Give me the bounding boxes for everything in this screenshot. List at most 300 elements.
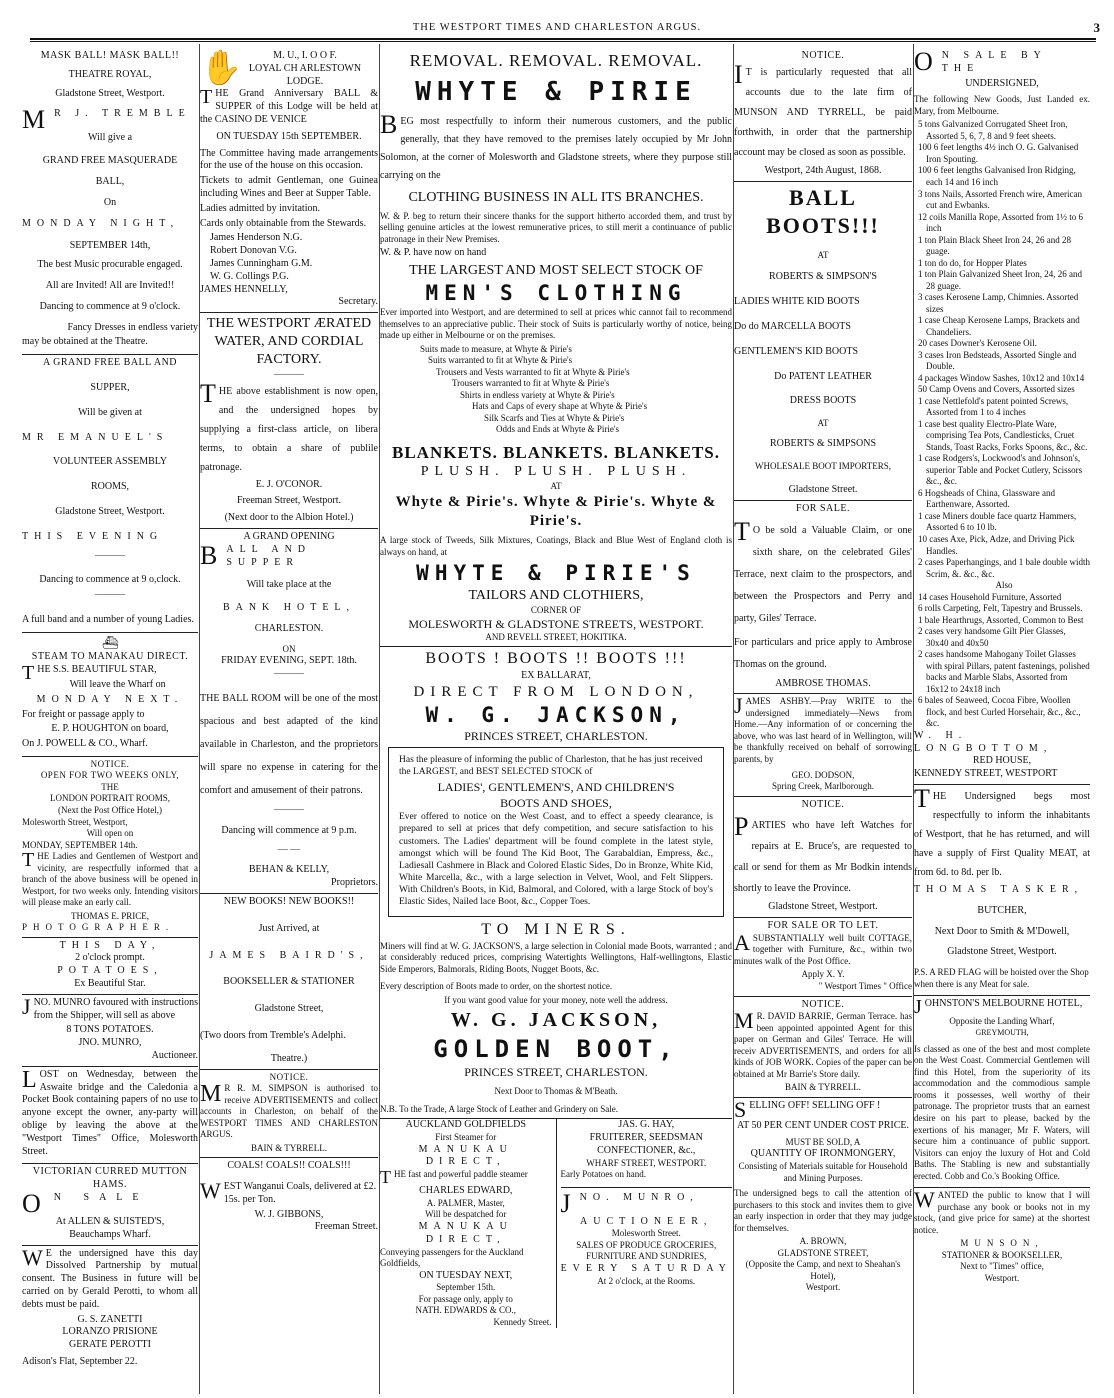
text: At 2 o'clock, at the Rooms. bbox=[597, 1275, 696, 1286]
event-title: GRAND FREE MASQUERADE bbox=[42, 155, 178, 167]
divider: ——— bbox=[274, 668, 304, 680]
ad-heading: VICTORIAN CURRED MUTTON HAMS. bbox=[32, 1166, 188, 1191]
ad-munson-notice: NOTICE. I T is particularly requested that all accounts due to the late firm of MUNSON AND TYRRELL, be paid forthwith, in order that the partnership account may be closed as soon as possible. Westport, 24th August, 1868. bbox=[734, 48, 912, 182]
divider: — — bbox=[277, 843, 301, 855]
text: GREYMOUTH, bbox=[975, 1027, 1029, 1037]
ad-watches: NOTICE. PARTIES who have left Watches for repairs at E. Bruce's, are requested to call or send for them as Mr Bodkin intends shortly to leave the Province. Gladstone Street, Westport. bbox=[734, 797, 912, 919]
column-3 bbox=[380, 48, 732, 1393]
text: WATER, AND CORDIAL bbox=[214, 334, 364, 350]
text: LOYAL CH ARLESTOWN bbox=[248, 62, 362, 74]
address: Beauchamps Wharf. bbox=[69, 1228, 151, 1240]
text: GOLDEN BOOT, bbox=[433, 1035, 679, 1064]
ad-heading: BALL BOOTS!!! bbox=[766, 184, 880, 238]
list-item: LADIES WHITE KID BOOTS bbox=[734, 296, 860, 308]
list-item: Trousers and Vests warranted to fit at Whyte & Pirie's bbox=[436, 366, 630, 377]
text: Ladies admitted by invitation. bbox=[200, 202, 320, 214]
text: " Westport Times " Office bbox=[818, 981, 912, 991]
text: EX BALLARAT, bbox=[521, 669, 591, 681]
ad-heading: STEAM TO MANAKAU DIRECT. bbox=[31, 651, 189, 663]
list-item: Trousers warranted to fit at Whyte & Pirie's bbox=[452, 378, 610, 389]
text: AUCTIONEER, bbox=[580, 1215, 713, 1227]
ad-jackson-boots bbox=[380, 647, 732, 1119]
text: AT bbox=[817, 418, 829, 429]
ad-coals: COALS! COALS!! COALS!!! WEST Wanganui Coals, delivered at £2. 15s. per Ton. W. J. GIBBONS, Freeman Street. bbox=[200, 1160, 378, 1233]
ad-heading: AUCKLAND GOLDFIELDS bbox=[405, 1119, 526, 1131]
ad-potatoes bbox=[22, 938, 198, 995]
ad-whyte-pirie-removal: REMOVAL. REMOVAL. REMOVAL. WHYTE & PIRIE BEG most respectfully to inform their numerous customers, and the public generally, that they have removed to the premises lately occupied by Mr John Solomon, at the corner of Molesworth and Gladstone streets, where they purpose still carrying on the CLOTHING BUSINESS IN ALL ITS BRANCHES. W. & P. beg to return their sincere thanks for the support hitherto accorded them, and trust by selling genuine articles at the lowest remunerative prices, to still merit a continuance of public patronage in their New Premises. W. & P. have now on hand THE LARGEST AND MOST SELECT STOCK OF MEN'S CLOTHING Ever imported into Westport, and are determined to sell at prices whic cannot fail to recommend themselves to an appreciative public. Their stock of Suits is particularly worthy of notice, being made up either in Melbourne or on the premises. Suits made to measure, at Whyte & Pirie's Suits warranted to fit at Whyte & Pirie's Trousers and Vests warranted to fit at Whyte & Pirie's Trousers warranted to fit at Whyte & Pirie's Shirts in endless variety at Whyte & Pirie's Hats and Caps of every shape at Whyte & Pirie's Silk Scarfs and Ties at Whyte & Pirie's Odds and Ends at Whyte & Pirie's BLANKETS. BLANKETS. BLANKETS. PLUSH. PLUSH. PLUSH. AT Whyte & Pirie's. Whyte & Pirie's. Whyte & Pirie's. A large stock of Tweeds, Silk Mixtures, Coatings, Black and Blue West of England cloth is always on hand, at WHYTE & PIRIE'S TAILORS AND CLOTHIERS, CORNER OF MOLESWORTH & GLADSTONE STREETS, WESTPORT. AND REVELL STREET, HOKITIKA. bbox=[380, 48, 732, 647]
ad-heading: OHNSTON'S MELBOURNE HOTEL, bbox=[924, 998, 1083, 1010]
list-item: 20 cases Downer's Kerosene Oil. bbox=[918, 338, 1037, 349]
list-item: Odds and Ends at Whyte & Pirie's bbox=[496, 424, 619, 435]
text: VOLUNTEER ASSEMBLY bbox=[52, 456, 168, 468]
text: BANK HOTEL, bbox=[222, 602, 356, 614]
list-item: Also bbox=[995, 580, 1013, 591]
list-item: 14 cases Household Furniture, Assorted bbox=[918, 591, 1062, 602]
address: WHARF STREET, WESTPORT. bbox=[586, 1157, 707, 1168]
list-item: 1 case best quality Electro-Plate Ware, comprising Tea Pots, Candlesticks, Cruet Stands, Toast Racks, Forks Spoons, &c., &c. bbox=[918, 418, 1088, 452]
text: SUPPER, bbox=[90, 381, 130, 393]
text: QUANTITY OF IRONMONGERY, bbox=[750, 1148, 896, 1160]
text: UNDERSIGNED, bbox=[965, 77, 1039, 89]
divider: ——— bbox=[274, 368, 304, 380]
ad-auckland-goldfields: AUCKLAND GOLDFIELDS First Steamer for MANUKAU DIRECT, THE fast and powerful paddle steamer CHARLES EDWARD, A. PALMER, Master, Will be despatched for MANUKAU DIRECT, Conveying passengers for the Auckland Goldfields, ON TUESDAY NEXT, September 15th. For passage only, apply to NATH. EDWARDS & CO., Kennedy Street. bbox=[380, 1119, 557, 1328]
firm-name: W. G. JACKSON, bbox=[450, 1009, 662, 1032]
ad-body: HE fast and powerful paddle steamer bbox=[394, 1169, 528, 1180]
ad-heading: NOTICE. bbox=[90, 758, 130, 769]
text: JAMES BAIRD'S, bbox=[209, 949, 369, 961]
ad-free-ball bbox=[22, 355, 198, 633]
text: Auctioneer. bbox=[151, 1050, 198, 1062]
text: E. P. HOUGHTON on board, bbox=[51, 723, 169, 735]
divider: ——— bbox=[95, 589, 125, 601]
firm-name: ROBERTS & SIMPSONS bbox=[769, 437, 877, 449]
address: AND REVELL STREET, HOKITIKA. bbox=[485, 631, 627, 642]
text: 8 TONS POTATOES. bbox=[66, 1024, 154, 1036]
text: EVERY SATURDAY bbox=[560, 1262, 732, 1274]
text: (Next door to the Albion Hotel.) bbox=[224, 512, 354, 524]
ad-notice-simpson: NOTICE. M R R. M. SIMPSON is authorised to receive ADVERTISEMENTS and collect accounts in Charleston, on behalf of the WESTPORT TIMES AND CHARLESTON ARGUS. BAIN & TYRRELL. bbox=[200, 1070, 378, 1159]
address: Gladstone Street, Westport. bbox=[55, 505, 165, 517]
list-item: 2 cases Paperhangings, and 1 bale double width Scrim, &. &c., &c. bbox=[918, 557, 1090, 579]
ad-munson-books: WANTED the public to know that I will purchase any book or books not in my stock, (and give price for same) at the shortest notice. MUNSON, STATIONER & BOOKSELLER, Next to "Times" office, Westport. bbox=[914, 1187, 1090, 1283]
list-item: 6 Hogsheads of China, Glassware and Earthenware, Assorted. bbox=[918, 487, 1055, 510]
text: For particulars and price apply to Ambrose Thomas on the ground. bbox=[734, 636, 912, 670]
text: MONDAY NEXT. bbox=[36, 693, 184, 705]
ad-body: ARTIES who have left Watches for repairs at E. Bruce's, are requested to call or send for them as Mr Bodkin intends shortly to leave the Province. bbox=[734, 820, 912, 895]
text: TO MINERS. bbox=[481, 921, 631, 939]
ad-heading: ELLING OFF! SELLING OFF ! bbox=[749, 1099, 881, 1111]
text: Proprietors. bbox=[331, 877, 378, 889]
text: Will be given at bbox=[78, 406, 142, 418]
ad-body: HE above establishment is now open, and the undersigned hopes by supplying a first-class article, on libera terms, to obtain a share of publile patronage. bbox=[200, 385, 378, 473]
text: CLOTHING BUSINESS IN ALL ITS BRANCHES. bbox=[408, 190, 704, 206]
text: Next to "Times" office, bbox=[960, 1261, 1044, 1272]
address: Gladstone Street, Westport. bbox=[55, 87, 165, 99]
text: ON bbox=[282, 643, 296, 654]
text: LADIES', GENTLEMEN'S, AND CHILDREN'S bbox=[437, 780, 675, 795]
address: Molesworth Street, Westport, bbox=[22, 816, 128, 827]
event-day: MONDAY NIGHT, bbox=[22, 217, 180, 229]
address: Molesworth Street. bbox=[611, 1228, 681, 1239]
text: The following New Goods, Just Landed ex. Mary, from Melbourne. bbox=[914, 94, 1090, 116]
ad-body: AMES ASHBY.—Pray WRITE to the undersigned immediately—News from Home.—Any information of or concerning the above, who was last heard of in Wellington, will be thankfully received on behalf of sorrowing parents, by bbox=[734, 696, 912, 764]
text: Conveying passengers for the Auckland Goldfields, bbox=[380, 1246, 524, 1269]
text: N.B. To the Trade, A large Stock of Leather and Grindery on Sale. bbox=[380, 1103, 618, 1114]
text: MUST BE SOLD, A bbox=[785, 1136, 861, 1147]
text: Dancing to commence at 9 o,clock. bbox=[39, 574, 181, 586]
text: Consisting of Materials suitable for Household and Mining Purposes. bbox=[738, 1161, 908, 1183]
address: PRINCES STREET, CHARLESTON. bbox=[464, 1064, 648, 1079]
text: AT 50 PER CENT UNDER COST PRICE. bbox=[737, 1119, 909, 1131]
text: Early Potatoes on hand. bbox=[560, 1169, 646, 1180]
ad-body: HE Ladies and Gentlemen of Westport and vicinity, are respectfully informed that a branch of the above business will be opened in Westport, for two weeks only. Intending visitors will please make an early call. bbox=[22, 851, 198, 908]
signature: W. H. LONGBOTTOM, bbox=[914, 729, 1053, 754]
text: At ALLEN & SUISTED'S, bbox=[55, 1216, 165, 1227]
address: MOLESWORTH & GLADSTONE STREETS, WESTPORT. bbox=[408, 616, 704, 631]
text: RED HOUSE, bbox=[972, 755, 1032, 767]
ad-heading: FOR SALE OR TO LET. bbox=[767, 920, 879, 932]
ad-tasker-butcher: THE Undersigned begs most respectfully to inform the inhabitants of Westport, that he has returned, and will have a supply of First Quality MEAT, at from 6d. to 8d. per lb. THOMAS TASKER, BUTCHER, Next Door to Smith & M'Dowell, Gladstone Street, Westport. P.S. A RED FLAG will be hoisted over the Shop when there is any Meat for sale. bbox=[914, 785, 1090, 996]
signature: LORANZO PRISIONE bbox=[62, 1326, 158, 1338]
text: LONDON PORTRAIT ROOMS, bbox=[49, 793, 171, 804]
text: CHARLES EDWARD, bbox=[419, 1185, 513, 1197]
text: MANUKAU DIRECT, bbox=[418, 1220, 513, 1245]
ad-melbourne-hotel: JOHNSTON'S MELBOURNE HOTEL, Opposite the Landing Wharf, GREYMOUTH, Is classed as one of the best and most complete on the West Coast. Commercial Gentlemen will find this Hotel, from the superiority of its accommodation and the commodious sample rooms it possesses, well worthy of their patronage. The proprietor trusts that an earnest desire on his part to please, backed by the exertions of his manager, Mr F. Waters, will secure him a continuance of public support. Visitors can enjoy the luxury of Hot and Cold Baths. The Stabling is new and substantially erected. Cobb and Co.'s Booking Office. bbox=[914, 996, 1090, 1188]
list-item: Shirts in endless variety at Whyte & Pirie's bbox=[460, 389, 615, 400]
ad-heading: NOTICE. bbox=[801, 998, 845, 1010]
ad-cottage: FOR SALE OR TO LET. ASUBSTANTIALLY well built COTTAGE, together with Furniture, &c., within two minutes walk of the Post Office. Apply X. Y. " Westport Times " Office bbox=[734, 918, 912, 996]
text: LODGE. bbox=[286, 75, 324, 87]
text: CHARLESTON. bbox=[254, 623, 324, 635]
text: A full band and a number of young Ladies. bbox=[22, 613, 194, 625]
ad-body: Is classed as one of the best and most complete on the West Coast. Commercial Gentlemen will find this Hotel, from the superiority of its accommodation and the commodious sample rooms it possesses, well worthy of their patronage. The proprietor trusts that an earnest desire on his part to please, backed by the exertions of his manager, Mr F. Waters, will secure him a continuance of public support. Visitors can enjoy the luxury of Hot and Cold Baths. The Stabling is new and substantially erected. Cobb and Co.'s Booking Office. bbox=[914, 1043, 1090, 1181]
firm-name: ROBERTS & SIMPSON'S bbox=[769, 271, 877, 283]
signature: BAIN & TYRRELL. bbox=[784, 1082, 862, 1093]
signature: THOMAS TASKER, bbox=[914, 883, 1084, 895]
text: DIRECT FROM LONDON, bbox=[413, 683, 699, 700]
ad-heading: N SALE BY THE bbox=[941, 50, 1047, 74]
text: SALES OF PRODUCE GROCERIES, FURNITURE AND SUNDRIES, bbox=[576, 1239, 717, 1262]
signature: MUNSON, bbox=[960, 1238, 1044, 1249]
ad-mask-ball: MASK BALL! MASK BALL!! THEATRE ROYAL, Gladstone Street, Westport. M R J. TREMBLE Will give a GRAND FREE MASQUERADE BALL, On MONDAY NIGHT, SEPTEMBER 14th, The best Music procurable engaged. All are Invited! All are Invited!! Dancing to commence at 9 o'clock. Fancy Dresses in endless variety may be obtained at the Theatre. bbox=[22, 48, 198, 355]
text: Will leave the Wharf on bbox=[69, 678, 166, 690]
text: Apply X. Y. bbox=[801, 969, 845, 980]
text: BOOKSELLER & STATIONER bbox=[223, 976, 355, 988]
text: may be obtained at the Theatre. bbox=[22, 336, 148, 348]
signature: GERATE PEROTTI bbox=[69, 1339, 151, 1351]
signature: JNO. MUNRO, bbox=[78, 1037, 142, 1049]
text: HE S.S. BEAUTIFUL STAR, bbox=[37, 664, 157, 676]
steamship-icon: ⛴ bbox=[101, 634, 119, 650]
ad-body: T is particularly requested that all accounts due to the late firm of MUNSON AND TYRRELL, be paid forthwith, in order that the partnership account may be closed as soon as possible. bbox=[734, 66, 912, 158]
text: The Committee having made arrangements for the use of the house on this occasion. bbox=[200, 147, 378, 172]
list-item: 1 case Rodgers's, Lockwood's and Johnson's, superior Table and Pocket Cutlery, Scissors &c., &c. bbox=[918, 453, 1083, 487]
text: (Next the Post Office Hotel,) bbox=[57, 804, 163, 815]
list-item: DRESS BOOTS bbox=[789, 395, 857, 407]
address: Kennedy Street. bbox=[493, 1316, 552, 1327]
firm-name: WHYTE & PIRIE'S bbox=[416, 561, 696, 586]
event-date: September 15th. bbox=[436, 1282, 496, 1293]
text: Next Door to Thomas & M'Beath. bbox=[494, 1086, 618, 1097]
signature: A. BROWN, bbox=[799, 1236, 847, 1247]
ad-new-books bbox=[200, 894, 378, 1070]
address: Freeman Street. bbox=[314, 1221, 378, 1233]
ad-heading: NOTICE. bbox=[801, 50, 845, 61]
ad-body: HE Undersigned begs most respectfully to inform the inhabitants of Westport, that he has returned, and will have a supply of First Quality MEAT, at from 6d. to 8d. per lb. bbox=[914, 790, 1090, 878]
list-item: 1 case Nettlefold's patent pointed Screws, Assorted from 1 to 4 inches bbox=[918, 395, 1069, 418]
list-item: 12 coils Manilla Rope, Assorted from 1½ to 6 inch bbox=[918, 211, 1083, 234]
text: First Steamer for bbox=[435, 1131, 497, 1142]
ad-heading: REMOVAL. REMOVAL. REMOVAL. bbox=[409, 51, 703, 70]
text: W. & P. have now on hand bbox=[380, 247, 487, 259]
ad-heading: JAS. G. HAY, bbox=[618, 1119, 675, 1131]
list-item: 100 6 feet lengths Galvanised Iron Ridging, each 14 and 16 inch bbox=[918, 165, 1076, 187]
list-item: Suits made to measure, at Whyte & Pirie's bbox=[420, 343, 572, 354]
ad-body: R R. M. SIMPSON is authorised to receive ADVERTISEMENTS and collect accounts in Charleston, on behalf of the WESTPORT TIMES AND CHARLESTON ARGUS. bbox=[200, 1083, 378, 1140]
ad-heading: M. U., I. O O F. bbox=[273, 50, 337, 61]
text: Westport. bbox=[805, 1282, 841, 1293]
text: Will open on bbox=[86, 828, 134, 839]
ad-longbottom-sale: O N SALE BY THE UNDERSIGNED, The following New Goods, Just Landed ex. Mary, from Melbourne. 5 tons Galvanized Corrugated Sheet Iron, Assorted 5, 6, 7, 8 and 9 feet sheets. 100 6 feet lengths 4½ inch O. G. Galvanised Iron Spouting. 100 6 feet lengths Galvanised Iron Ridging, each 14 and 16 inch 3 tons Nails, Assorted French wire, American cut and Ewbanks. 12 coils Manilla Rope, Assorted from 1½ to 6 inch 1 ton Plain Black Sheet Iron 24, 26 and 28 guage. 1 ton do do, for Hopper Plates 1 ton Plain Galvanized Sheet Iron, 24, 26 and 28 guage. 3 cases Kerosene Lamp, Chimnies. Assorted sizes 1 case Cheap Kerosene Lamps, Brackets and Chandeliers. 20 cases Downer's Kerosene Oil. 3 cases Iron Bedsteads, Assorted Single and Double. 4 packages Window Sashes, 10x12 and 10x14 50 Camp Ovens and Covers, Assorted sizes 1 case Nettlefold's patent pointed Screws, Assorted from 1 to 4 inches 1 case best quality Electro-Plate Ware, comprising Tea Pots, Candlesticks, Cruet Stands, Toast Racks, Forks Spoons, &c., &c. 1 case Rodgers's, Lockwood's and Johnson's, superior Table and Pocket Cutlery, Scissors &c., &c. 6 Hogsheads of China, Glassware and Earthenware, Assorted. 1 case Miners double face quartz Hammers, Assorted 6 to 10 lb. 10 cases Axe, Pick, Adze, and Driving Pick Handles. 2 cases Paperhangings, and 1 bale double width Scrim, &. &c., &c. Also 14 cases Household Furniture, Assorted 6 rolls Carpeting, Felt, Tapestry and Brussels. 1 bale Hearthrugs, Assorted, Common to Best 2 cases very handsome Gilt Pier Glasses, 30x40 and 40x50 2 cases handsome Mahogany Toilet Glasses with spiral Pillars, patent fastenings, polished backs and Marble Slabs, Assorted from 16x12 to 24x18 inch 6 bales of Seaweed, Cocoa Fibre, Woollen flock, and best Curled Horsehair, &c., &c., &c. W. H. LONGBOTTOM, RED HOUSE, KENNEDY STREET, WESTPORT bbox=[914, 48, 1090, 785]
address: KENNEDY STREET, WESTPORT bbox=[914, 768, 1058, 780]
ad-grand-opening: A GRAND OPENING BALL AND SUPPER Will take place at the BANK HOTEL, CHARLESTON. ON FRIDAY EVENING, SEPT. 18th. ——— THE BALL ROOM will be one of the most spacious and best adapted of the kind available in Charleston, and the proprietors will spare no expense in catering for the comfort and amusement of their patrons. ——— Dancing will commence at 9 p.m. — — BEHAN & KELLY, Proprietors. bbox=[200, 529, 378, 894]
text: WHOLESALE BOOT IMPORTERS, bbox=[754, 460, 892, 471]
ad-body: SUBSTANTIALLY well built COTTAGE, together with Furniture, &c., within two minutes walk of the Post Office. bbox=[734, 932, 912, 966]
text: MONDAY, SEPTEMBER 14th. bbox=[22, 839, 138, 850]
ad-partnership: W E the undersigned have this day Dissolved Partnership by mutual consent. The Business in future will be carried on by Gerald Perotti, to whom all debts must be paid. G. S. ZANETTI LORANZO PRISIONE GERATE PEROTTI Adison's Flat, September 22. bbox=[22, 1244, 198, 1367]
ad-body: EST Wanganui Coals, delivered at £2. 15s. per Ton. bbox=[223, 1180, 377, 1205]
list-item: 50 Camp Ovens and Covers, Assorted sizes bbox=[918, 384, 1075, 395]
text: 2 o'clock prompt. bbox=[75, 952, 145, 964]
ad-heading: FOR SALE. bbox=[796, 502, 850, 514]
text: W. & P. beg to return their sincere thanks for the support hitherto accorded them, and trust by selling genuine articles at the lowest remunerative prices, to still merit a continuance of public patronage in their New Premises. bbox=[380, 210, 732, 244]
text: THE bbox=[101, 781, 119, 792]
address: Freeman Street, Westport. bbox=[237, 495, 341, 507]
text: Just Arrived, at bbox=[258, 922, 320, 934]
list-item: 1 ton Plain Black Sheet Iron 24, 26 and 28 guage. bbox=[918, 234, 1071, 257]
column-2 bbox=[200, 48, 378, 1393]
text: CONFECTIONER, &c., bbox=[597, 1144, 696, 1156]
ad-body: R. DAVID BARRIE, German Terrace. has been appointed appointed Agent for this paper on German and Giles' Terrace. He will receiv ADVERTISEMENTS, and orders for all kinds of JOB WORK. Copies of the paper can be obtained at Mr Barrie's Store daily. bbox=[734, 1011, 912, 1079]
list-item: 100 6 feet lengths 4½ inch O. G. Galvanised Iron Spouting. bbox=[918, 142, 1079, 164]
signature: JAMES HENNELLY, bbox=[200, 283, 288, 295]
text: All are Invited! All are Invited!! bbox=[45, 279, 175, 291]
list-item: 3 tons Nails, Assorted French wire, American cut and Ewbanks. bbox=[918, 188, 1082, 211]
address: Gladstone Street, bbox=[254, 1003, 324, 1015]
ad-body: Ever offered to notice on the West Coast, and to effect a speedy clearance, is prepared to sell at prices that defy competition, and secure satisfaction to his customers. The Ladies' department will be found complete in the latest style, amongst which will be found The Kid Boot, The Garabaldian, Empress, &c., Ladiesall Cashmere in Black and Colored Elastic Sides, Do in Bronze, White Kid, White Marcella, &c., with a large selection in Velvet, Wool, and Felt Slippers. With Children's Boots, in Kid, Balmoral, and Colored, with a large Stock of boy's Elastic Sides, Nailed lace Boot, &c., Copper Toes. bbox=[399, 812, 713, 908]
column-1 bbox=[22, 48, 198, 1393]
address: Spring Creek, Marlborough. bbox=[772, 781, 874, 792]
text: (Opposite the Camp, and next to Sheahan's Hotel), bbox=[745, 1259, 901, 1281]
divider: ——— bbox=[274, 803, 304, 815]
ad-heading: THE WESTPORT ÆRATED bbox=[206, 316, 372, 332]
text: W. G. Collings P.G. bbox=[210, 270, 289, 282]
list-item: 1 ton Plain Galvanized Sheet Iron, 24, 26 and 28 guage. bbox=[918, 269, 1082, 291]
ad-lodge: ✋ M. U., I. O O F. LOYAL CH ARLESTOWN LODGE. THE Grand Anniversary BALL & SUPPER of this Lodge will be held at the CASINO DE VENICE ON TUESDAY 15th SEPTEMBER. The Committee having made arrangements for the use of the house on this occasion. Tickets to admit Gentleman, one Guinea including Wines and Beer at Supper Table. Ladies admitted by invitation. Cards only obtainable from the Stewards. James Henderson N.G. Robert Donovan V.G. James Cunningham G.M. W. G. Collings P.G. JAMES HENNELLY, Secretary. bbox=[200, 48, 378, 313]
text: BOOTS AND SHOES, bbox=[500, 795, 612, 810]
list-item: 1 case Miners double face quartz Hammers, Assorted 6 to 10 lb. bbox=[918, 510, 1077, 533]
text: Will take place at the bbox=[246, 579, 332, 591]
signature: BEHAN & KELLY, bbox=[248, 864, 330, 876]
signature: NATH. EDWARDS & CO., bbox=[415, 1305, 516, 1316]
text: Adison's Flat, September 22. bbox=[22, 1355, 138, 1367]
text: Secretary. bbox=[338, 296, 378, 308]
ad-body: HE Grand Anniversary BALL & SUPPER of this Lodge will be held at the CASINO DE VENICE bbox=[200, 88, 378, 125]
text: James Cunningham G.M. bbox=[210, 257, 313, 269]
signature: G. S. ZANETTI bbox=[77, 1313, 143, 1325]
list-item: 3 cases Iron Bedsteads, Assorted Single and Double. bbox=[918, 349, 1077, 372]
event-date: FRIDAY EVENING, SEPT. 18th. bbox=[221, 655, 357, 667]
list-item: 1 ton do do, for Hopper Plates bbox=[918, 257, 1027, 268]
ad-heading: COALS! COALS!! COALS!!! bbox=[227, 1160, 351, 1172]
text: Whyte & Pirie's. Whyte & Pirie's. Whyte & Pirie's. bbox=[395, 493, 717, 530]
text: Has the pleasure of informing the public of Charleston, that he has just received the LARGEST, and BEST SELECTED STOCK of bbox=[399, 755, 703, 778]
list-item: 3 cases Kerosene Lamp, Chimnies. Assorted sizes bbox=[918, 292, 1079, 314]
text: For freight or passage apply to bbox=[22, 708, 145, 720]
text: ALL AND SUPPER bbox=[226, 543, 312, 568]
text: PHOTOGRAPHER. bbox=[22, 922, 175, 933]
text: ROOMS, bbox=[90, 481, 130, 493]
list-item: 6 rolls Carpeting, Felt, Tapestry and Brussels. bbox=[918, 603, 1083, 614]
column-5 bbox=[914, 48, 1090, 1393]
ad-heading: A GRAND OPENING bbox=[243, 531, 335, 543]
ad-body: EG most respectfully to inform their numerous customers, and the public generally, that they have removed to the premises lately occupied by Mr John Solomon, at the corner of Molesworth and Gladstone streets, where they purpose still carrying on the bbox=[380, 116, 732, 182]
masthead-rule bbox=[30, 38, 1096, 42]
address: PRINCES STREET, CHARLESTON. bbox=[464, 728, 648, 743]
list-item: 5 tons Galvanized Corrugated Sheet Iron, Assorted 5, 6, 7, 8 and 9 feet sheets. bbox=[918, 119, 1068, 141]
ad-body: ANTED the public to know that I will purchase any book or books not in my stock, (and give price for same) at the shortest notice. bbox=[914, 1190, 1090, 1235]
text: A. PALMER, Master, bbox=[426, 1197, 505, 1208]
goods-list bbox=[914, 119, 1090, 729]
signature: AMBROSE THOMAS. bbox=[775, 677, 871, 689]
address: Gladstone Street, Westport. bbox=[947, 946, 1057, 958]
text: THE LARGEST AND MOST SELECT STOCK OF bbox=[409, 263, 703, 279]
text: N SALE bbox=[53, 1192, 149, 1203]
text: OPEN FOR TWO WEEKS ONLY, bbox=[40, 770, 180, 781]
text: ON TUESDAY NEXT, bbox=[419, 1269, 513, 1281]
text: A large stock of Tweeds, Silk Mixtures, Coatings, Black and Blue West of England cloth is always on hand, at bbox=[380, 535, 732, 557]
text: Opposite the Landing Wharf, bbox=[949, 1016, 1055, 1027]
text: MEN'S CLOTHING bbox=[425, 281, 687, 306]
text: James Henderson N.G. bbox=[210, 232, 303, 244]
event-date: ON TUESDAY 15th SEPTEMBER. bbox=[216, 130, 362, 142]
ad-aerated-water: THE WESTPORT ÆRATED WATER, AND CORDIAL FACTORY. ——— THE above establishment is now open, and the undersigned hopes by supplying a first-class article, on libera terms, to obtain a share of publile patronage. E. J. O'CONOR. Freeman Street, Westport. (Next door to the Albion Hotel.) bbox=[200, 313, 378, 529]
ad-body: THE BALL ROOM will be one of the most spacious and best adapted of the kind available in Charleston, and the proprietors will spare no expense in catering for the comfort and amusement of their patrons. bbox=[200, 692, 378, 796]
list-item: 4 packages Window Sashes, 10x12 and 10x14 bbox=[918, 372, 1085, 383]
text: P.S. A RED FLAG will be hoisted over the Shop when there is any Meat for sale. bbox=[914, 967, 1089, 989]
text: Dancing will commence at 9 p.m. bbox=[221, 824, 357, 836]
list-item: 10 cases Axe, Pick, Adze, and Driving Pick Handles. bbox=[918, 533, 1075, 556]
hand-emblem-icon: ✋ bbox=[200, 50, 243, 88]
signature: E. J. O'CONOR. bbox=[255, 478, 323, 490]
text: Cards only obtainable from the Stewards. bbox=[200, 217, 367, 229]
page-number: 3 bbox=[1093, 20, 1100, 35]
text: POTATOES, bbox=[57, 965, 163, 977]
address: GLADSTONE STREET, bbox=[777, 1247, 869, 1258]
text: Westport. bbox=[984, 1272, 1020, 1283]
text: Robert Donovan V.G. bbox=[210, 245, 297, 257]
text: Theatre.) bbox=[270, 1052, 308, 1064]
signature: W. J. GIBBONS, bbox=[254, 1208, 324, 1220]
text: Ex Beautiful Star. bbox=[74, 978, 146, 990]
list-item: 2 cases very handsome Gilt Pier Glasses, 30x40 and 40x50 bbox=[918, 626, 1066, 648]
list-item: Hats and Caps of every shape at Whyte & Pirie's bbox=[472, 401, 648, 412]
list-item: 1 bale Hearthrugs, Assorted, Common to Best bbox=[918, 614, 1084, 625]
text: Will give a bbox=[87, 132, 133, 144]
text: (Two doors from Tremble's Adelphi. bbox=[200, 1029, 346, 1041]
event-date: SEPTEMBER 14th, bbox=[69, 240, 151, 252]
text: PLUSH. PLUSH. PLUSH. bbox=[420, 464, 692, 480]
ad-body: E the undersigned have this day Dissolved Partnership by mutual consent. The Business in future will be carried on by Gerald Perotti, to whom all debts must be paid. bbox=[22, 1247, 198, 1310]
text: FRUITERER, SEEDSMAN bbox=[589, 1131, 703, 1143]
ad-body: NO. MUNRO favoured with instructions from the Shipper, will sell as above bbox=[33, 996, 198, 1021]
address: Gladstone Street, Westport. bbox=[768, 901, 878, 913]
ad-ball-boots bbox=[734, 182, 912, 501]
host-name: R J. TREMBLE bbox=[54, 108, 191, 120]
signature: THOMAS E. PRICE, bbox=[70, 910, 149, 921]
list-item: 1 case Cheap Kerosene Lamps, Brackets and Chandeliers. bbox=[918, 315, 1080, 337]
list-item: 2 cases handsome Mahogany Toilet Glasses with spiral Pillars, patent fastenings, polished backs and Marble Slabs, Assorted from 16x12 to 24x18 inch bbox=[918, 649, 1090, 694]
ad-lost: LOST on Wednesday, between the Aswaite bridge and the Caledonia a Pocket Book containing papers of no use to anyone except the owner, any-party will oblige by leaving the above at the "Westport Times" Office, Molesworth Street. bbox=[22, 1067, 198, 1165]
ad-body: OST on Wednesday, between the Aswaite bridge and the Caledonia a Pocket Book containing papers of no use to anyone except the owner, any-party will oblige by leaving the above at the "Westport Times" Office, Molesworth Street. bbox=[22, 1068, 198, 1157]
text: On bbox=[103, 196, 117, 208]
ad-heading: NOTICE. bbox=[269, 1071, 309, 1082]
ad-heading: A GRAND FREE BALL AND bbox=[42, 357, 178, 369]
text: If you want good value for your money, note well the address. bbox=[444, 994, 668, 1005]
ad-portrait-rooms: NOTICE. OPEN FOR TWO WEEKS ONLY, THE LONDON PORTRAIT ROOMS, (Next the Post Office Hotel,) Molesworth Street, Westport, Will open on MONDAY, SEPTEMBER 14th. THE Ladies and Gentlemen of Westport and vicinity, are respectfully informed that a branch of the above business will be opened in Westport, for two weeks only. Intending visitors will please make an early call. THOMAS E. PRICE, PHOTOGRAPHER. bbox=[22, 757, 198, 938]
text: For passage only, apply to bbox=[418, 1293, 513, 1304]
host-name: MR EMANUEL'S bbox=[22, 431, 169, 443]
text: The best Music procurable engaged. bbox=[37, 259, 183, 271]
ad-body: Miners will find at W. G. JACKSON'S, a large selection in Colonial made Boots, warranted ; and at considerably reduced prices, comprising Watertights Wellingtons, Half-wellingtons, Elastic Side Emperors, Balmorals, Riding Boots, Nugget Boots, &c. bbox=[380, 940, 732, 974]
text: Ever imported into Westport, and are determined to sell at prices whic cannot fail to recommend themselves to an appreciative public. Their stock of Suits is particularly worthy of notice, being made up either in Melbourne or on the premises. bbox=[380, 307, 732, 341]
column-4 bbox=[734, 48, 912, 1393]
list-item: Silk Scarfs and Ties at Whyte & Pirie's bbox=[484, 412, 625, 423]
text: On J. POWELL & CO., Wharf. bbox=[22, 738, 148, 750]
text: CORNER OF bbox=[530, 605, 582, 616]
ad-munro-potatoes: JNO. MUNRO favoured with instructions from the Shipper, will sell as above 8 TONS POTATOES. JNO. MUNRO, Auctioneer. bbox=[22, 995, 198, 1067]
firm-name: WHYTE & PIRIE bbox=[415, 76, 697, 107]
bordered-notice bbox=[388, 747, 724, 917]
list-item: Do do MARCELLA BOOTS bbox=[734, 321, 851, 333]
text: MANUKAU DIRECT, bbox=[418, 1143, 513, 1168]
text: BALL, bbox=[95, 175, 125, 187]
text: Tickets to admit Gentleman, one Guinea including Wines and Beer at Supper Table. bbox=[200, 175, 378, 199]
text: Dancing to commence at 9 o'clock. bbox=[39, 300, 181, 312]
bottom-ads bbox=[380, 1119, 732, 1328]
venue: THEATRE ROYAL, bbox=[68, 68, 152, 80]
list-item: Suits warranted to fit at Whyte & Pirie's bbox=[428, 355, 573, 366]
text: FACTORY. bbox=[256, 351, 322, 367]
text: NO. MUNRO, bbox=[579, 1191, 699, 1203]
ad-hay-munro: JAS. G. HAY, FRUITERER, SEEDSMAN CONFECTIONER, &c., WHARF STREET, WESTPORT. Early Potatoes on hand. JNO. MUNRO, AUCTIONEER, Molesworth Street. SALES OF PRODUCE GROCERIES, FURNITURE AND SUNDRIES, EVERY SATURDAY At 2 o'clock, at the Rooms. bbox=[560, 1119, 732, 1286]
list-item: Do PATENT LEATHER bbox=[774, 370, 872, 382]
ad-steam: ⛴ STEAM TO MANAKAU DIRECT. THE S.S. BEAUTIFUL STAR, Will leave the Wharf on MONDAY NEXT. For freight or passage apply to E. P. HOUGHTON on board, On J. POWELL & CO., Wharf. bbox=[22, 633, 198, 757]
ad-heading: BOOTS ! BOOTS !! BOOTS !!! bbox=[425, 650, 687, 668]
newspaper-title: THE WESTPORT TIMES AND CHARLESTON ARGUS. bbox=[412, 22, 702, 33]
ad-mutton: VICTORIAN CURRED MUTTON HAMS. O N SALE At ALLEN & SUISTED'S, Beauchamps Wharf. bbox=[22, 1164, 198, 1245]
ad-heading: MASK BALL! MASK BALL!! bbox=[40, 50, 180, 61]
masthead bbox=[0, 0, 1114, 40]
text: Westport, 24th August, 1868. bbox=[764, 164, 882, 176]
text: Every description of Boots made to order, on the shortest notice. bbox=[380, 981, 613, 992]
list-item: GENTLEMEN'S KID BOOTS bbox=[734, 345, 859, 357]
signature: BAIN & TYRRELL. bbox=[250, 1142, 328, 1153]
text: Fancy Dresses in endless variety bbox=[67, 321, 198, 333]
ad-heading: NEW BOOKS! NEW BOOKS!! bbox=[223, 895, 355, 907]
text: Next Door to Smith & M'Dowell, bbox=[934, 925, 1070, 937]
address: Gladstone Street. bbox=[788, 484, 858, 496]
